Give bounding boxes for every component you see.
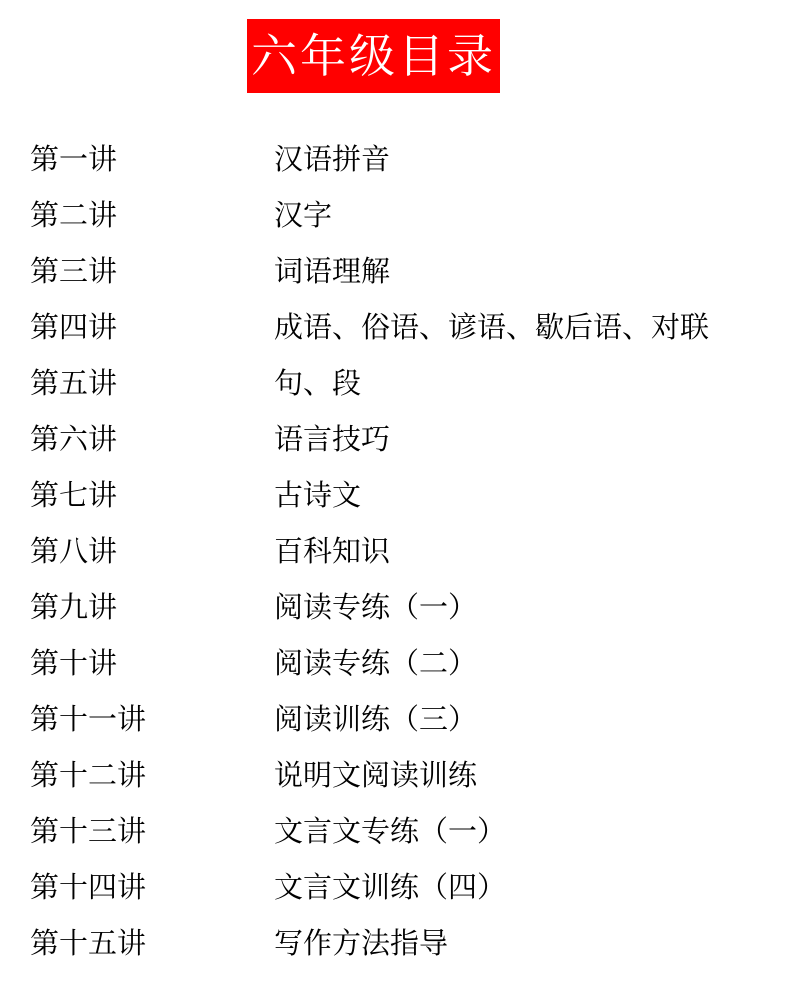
lecture-topic: 文言文训练（四）	[274, 870, 507, 904]
lecture-label: 第四讲	[30, 310, 118, 344]
toc-row-11	[0, 691, 789, 747]
lecture-label: 第一讲	[30, 142, 118, 176]
lecture-label: 第七讲	[30, 478, 118, 512]
toc-row-9	[0, 579, 789, 635]
toc-row-14	[0, 859, 789, 915]
lecture-topic: 成语、俗语、谚语、歇后语、对联	[274, 310, 710, 344]
lecture-label: 第十一讲	[30, 702, 147, 736]
toc-row-2	[0, 187, 789, 243]
toc-row-4	[0, 299, 789, 355]
lecture-label: 第九讲	[30, 590, 118, 624]
lecture-topic: 阅读训练（三）	[274, 702, 478, 736]
toc-row-6	[0, 411, 789, 467]
lecture-topic: 汉语拼音	[274, 142, 391, 176]
lecture-label: 第十五讲	[30, 926, 147, 960]
toc-row-13	[0, 803, 789, 859]
toc-row-5	[0, 355, 789, 411]
title-banner	[247, 19, 500, 93]
lecture-topic: 词语理解	[274, 254, 391, 288]
lecture-topic: 阅读专练（二）	[274, 646, 478, 680]
lecture-label: 第六讲	[30, 422, 118, 456]
lecture-topic: 古诗文	[274, 478, 362, 512]
toc-row-8	[0, 523, 789, 579]
lecture-label: 第十四讲	[30, 870, 147, 904]
lecture-topic: 写作方法指导	[274, 926, 449, 960]
lecture-label: 第十三讲	[30, 814, 147, 848]
lecture-topic: 句、段	[274, 366, 362, 400]
lecture-label: 第五讲	[30, 366, 118, 400]
lecture-topic: 语言技巧	[274, 422, 391, 456]
page-title: 六年级目录	[251, 29, 496, 83]
toc-row-15	[0, 915, 789, 971]
lecture-label: 第十二讲	[30, 758, 147, 792]
lecture-topic: 阅读专练（一）	[274, 590, 478, 624]
lecture-topic: 汉字	[274, 198, 333, 232]
toc-row-1	[0, 131, 789, 187]
lecture-label: 第十讲	[30, 646, 118, 680]
table-of-contents	[0, 131, 789, 971]
lecture-topic: 百科知识	[274, 534, 391, 568]
toc-row-10	[0, 635, 789, 691]
toc-row-3	[0, 243, 789, 299]
lecture-topic: 说明文阅读训练	[274, 758, 478, 792]
toc-row-7	[0, 467, 789, 523]
lecture-label: 第八讲	[30, 534, 118, 568]
toc-row-12	[0, 747, 789, 803]
lecture-label: 第二讲	[30, 198, 118, 232]
lecture-label: 第三讲	[30, 254, 118, 288]
lecture-topic: 文言文专练（一）	[274, 814, 507, 848]
